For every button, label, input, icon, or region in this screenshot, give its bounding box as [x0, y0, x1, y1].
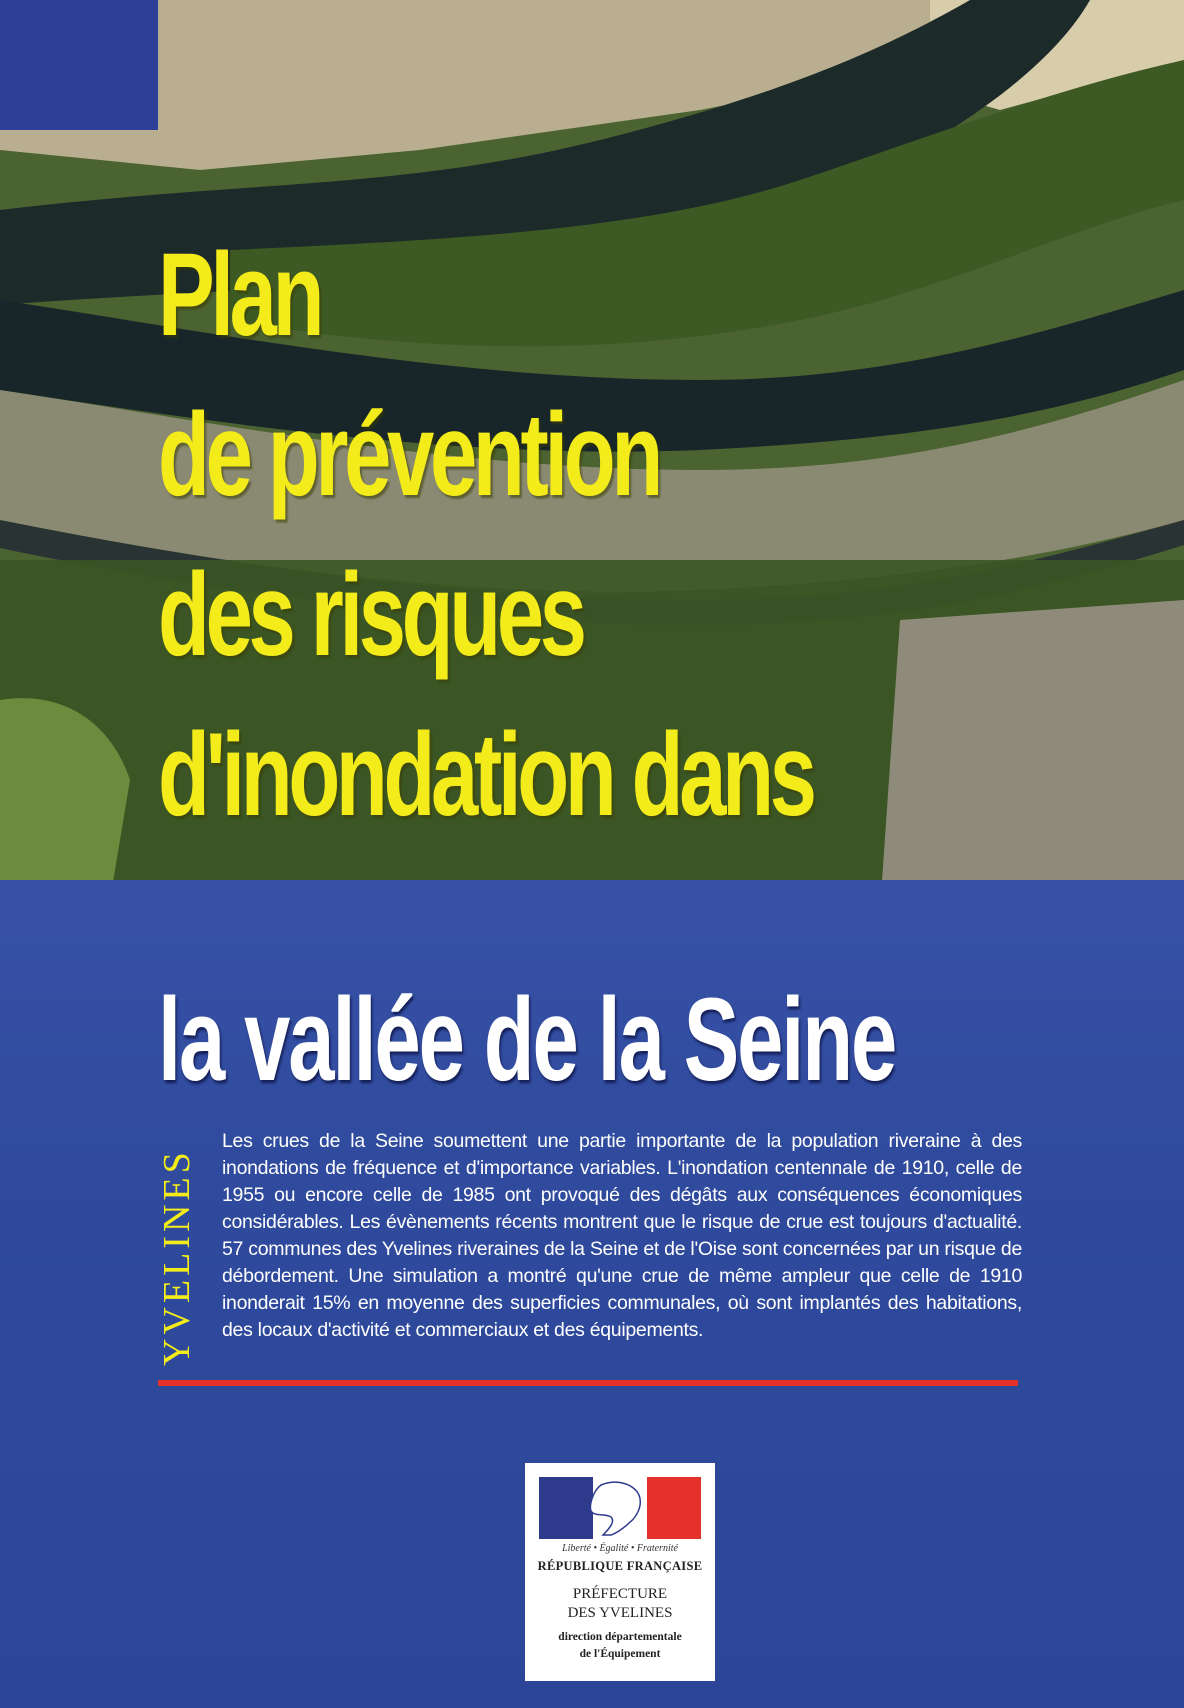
logo-direction-line: de l'Équipement — [579, 1648, 661, 1660]
yvelines-label: YVELINES — [156, 1148, 198, 1366]
logo-republic: RÉPUBLIQUE FRANÇAISE — [537, 1559, 703, 1573]
title-line: de prévention — [158, 389, 659, 521]
title-line: Plan — [158, 229, 321, 361]
logo-motto: Liberté • Égalité • Fraternité — [562, 1543, 678, 1554]
logo-prefecture-line: PRÉFECTURE — [572, 1586, 668, 1602]
subtitle: la vallée de la Seine — [158, 974, 896, 1106]
intro-paragraph: Les crues de la Seine soumettent une partie importante de la population riveraine à des inondations de fréquence et d'importance variables. L'inondation centennale de 1910, celle de 1955 ou encore celle de 1985 ont provoqué des dégâts aux conséquences économiques considérables. Les évènements récents montrent que le risque de crue est toujours d'actualité. 57 communes des Yvelines riveraines de la Seine et de l'Oise sont concernées par un risque de débordement. Une simulation a montré qu'une crue de même ampleur que celle de 1910 inonderait 15% en moyenne des superficies communales, où sont implantés des habitations, des locaux d'activité et commerciaux et des équipements. — [222, 1130, 1022, 1341]
logo-prefecture — [525, 1585, 715, 1623]
title-line: des risques — [158, 549, 583, 681]
prefecture-logo — [525, 1463, 715, 1681]
corner-square — [0, 0, 158, 130]
title-line: d'inondation dans — [158, 709, 813, 841]
main-title — [158, 215, 878, 855]
wave-edge — [0, 860, 1184, 930]
logo-direction — [525, 1629, 715, 1663]
logo-direction-line: direction départementale — [558, 1631, 682, 1643]
logo-prefecture-line: DES YVELINES — [567, 1605, 673, 1621]
marianne-icon — [581, 1477, 661, 1539]
red-divider — [158, 1380, 1018, 1386]
